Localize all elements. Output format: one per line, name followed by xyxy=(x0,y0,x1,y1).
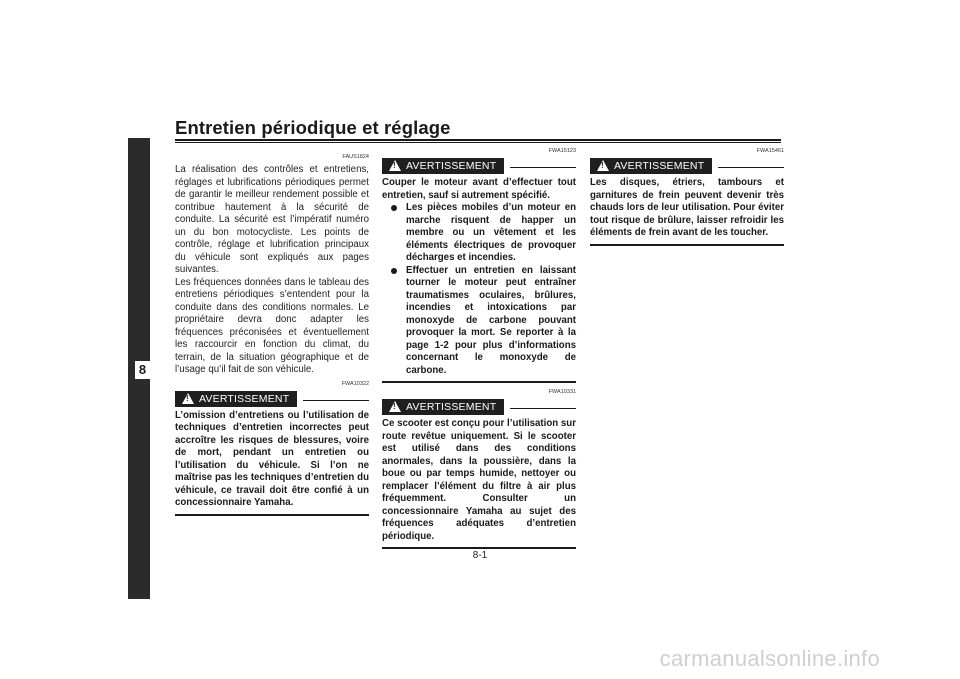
warning-text: Les disques, étriers, tambours et garnitures de frein peuvent devenir très chauds lors de leur utilisation. Pour éviter tout risque de brûlure, laisser refroidir les éléments de frein avant de les toucher. xyxy=(590,177,784,238)
column-1 xyxy=(175,150,369,516)
title-rule-thin xyxy=(175,142,781,143)
section-code: FAUS1824 xyxy=(342,154,369,160)
warning-triangle-icon xyxy=(182,393,194,404)
paragraph: La réalisation des contrôles et entretiens, réglages et lubrifications périodiques permet de garantir le meilleur rendement possible et contribue hautement à la sécurité de conduite. La sécurité est l’impératif numéro un du bon motocycliste. Les points de contrôle, réglage et lubrification principaux du véhicule sont expliqués aux pages suivantes. xyxy=(175,164,369,275)
column-2 xyxy=(382,150,576,549)
warning-end-rule xyxy=(382,547,576,549)
warning-code: FWA15461 xyxy=(756,148,784,154)
warning-badge xyxy=(175,391,297,407)
warning-text: Ce scooter est conçu pour l’utilisation sur route revêtue uniquement. Si le scooter est utilisé dans des conditions anormales, dans la poussière, dans la boue ou par temps humide, nettoyer ou remplacer l’élément du filtre à air plus fréquemment. Consulter un concessionnaire Yamaha au sujet des fréquences adéquates d’entretien périodique. xyxy=(382,418,576,542)
warning-label: AVERTISSEMENT xyxy=(406,160,497,172)
warning-end-rule xyxy=(382,381,576,383)
warning-end-rule xyxy=(175,514,369,516)
warning-intro: Couper le moteur avant d’effectuer tout entretien, sauf si autrement spécifié. xyxy=(382,177,576,201)
warning-header xyxy=(175,380,369,408)
page-number: 8-1 xyxy=(472,550,488,561)
warning-text: L’omission d’entretiens ou l’utilisation de techniques d’entretien incorrectes peut accroître les risques de blessures, voire de mort, pendant un entretien ou l’utilisation du véhicule. Si l’on ne maîtrise pas les techniques d’entretien du véhicule, ce travail doit être confié à un concessionnaire Yamaha. xyxy=(175,409,369,508)
warning-header xyxy=(382,148,576,175)
warning-label: AVERTISSEMENT xyxy=(614,160,705,172)
list-item: Les pièces mobiles d’un moteur en marche risquent de happer un membre ou un vêtement et les éléments électriques de provoquer décharges et incendies. xyxy=(382,202,576,265)
warning-rule xyxy=(718,167,784,168)
warning-label: AVERTISSEMENT xyxy=(406,401,497,413)
warning-triangle-icon xyxy=(597,160,609,171)
warning-triangle-icon xyxy=(389,160,401,171)
warning-header xyxy=(590,148,784,175)
paragraph: Les fréquences données dans le tableau des entretiens périodiques s’entendent pour la conduite dans des conditions normales. Le propriétaire devra donc adapter les fréquences préconisées et éventuellement les raccourcir en fonction du climat, du terrain, de la situation géographique et de l’usage qu’il fait de son véhicule. xyxy=(175,276,369,375)
title-rule xyxy=(175,139,781,141)
chapter-number: 8 xyxy=(135,361,150,379)
warning-rule xyxy=(303,400,369,401)
warning-code: FWA15123 xyxy=(548,148,576,154)
warning-code: FWA10322 xyxy=(341,380,369,387)
warning-triangle-icon xyxy=(389,401,401,412)
warning-badge xyxy=(382,158,504,174)
warning-badge xyxy=(590,158,712,174)
warning-label: AVERTISSEMENT xyxy=(199,392,290,405)
warning-end-rule xyxy=(590,244,784,246)
watermark: carmanualsonline.info xyxy=(659,646,880,671)
warning-badge xyxy=(382,399,504,415)
warning-rule xyxy=(510,167,576,168)
list-item: Effectuer un entretien en laissant tourner le moteur peut entraîner traumatismes oculaires, brûlures, incendies et intoxications par monoxyde de carbone pouvant provoquer la mort. Se reporter à la page 1-2 pour plus d’informations concernant le monoxyde de carbone. xyxy=(382,265,576,378)
column-3 xyxy=(590,150,784,246)
warning-rule xyxy=(510,408,576,409)
page-title: Entretien périodique et réglage xyxy=(175,117,451,138)
warning-header xyxy=(382,389,576,416)
intro-text xyxy=(175,164,369,377)
warning-bullet-list xyxy=(382,202,576,377)
warning-code: FWA10331 xyxy=(548,389,576,395)
